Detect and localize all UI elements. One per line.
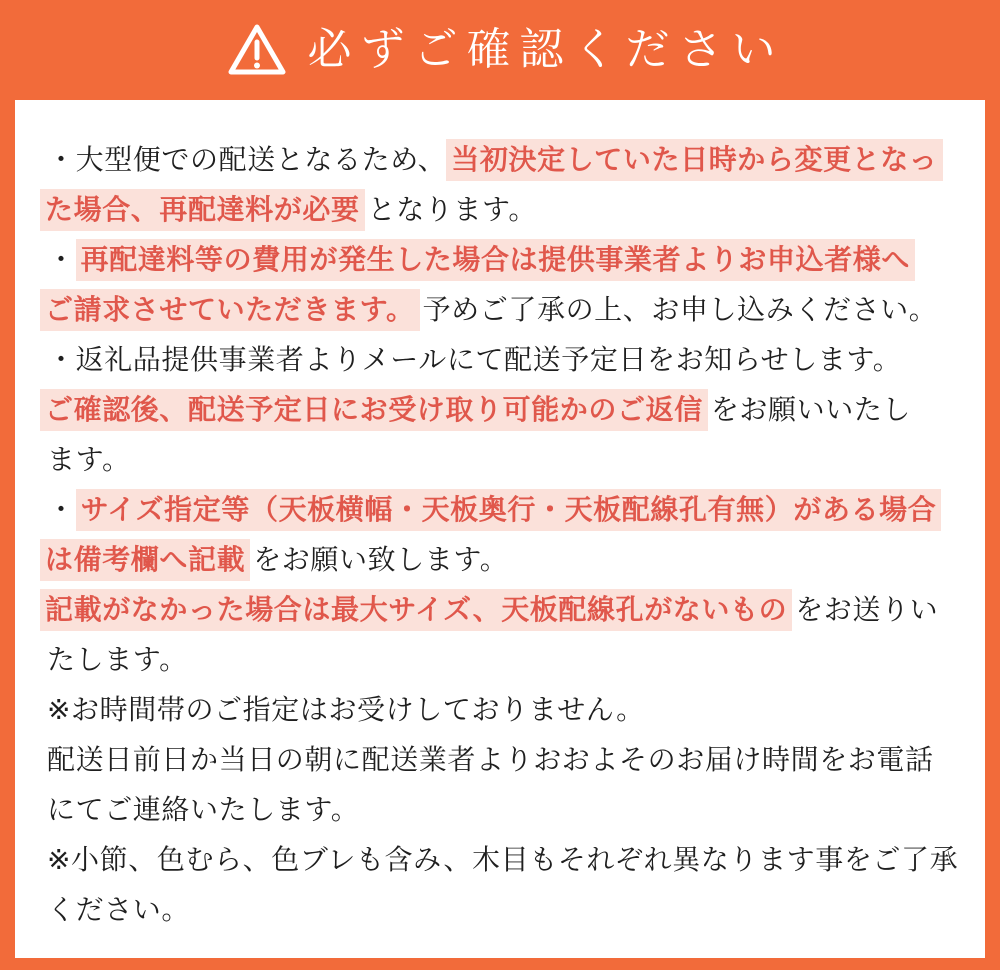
notice-line [47,685,985,735]
notice-line [47,385,985,435]
notice-text: となります。 [367,193,537,226]
notice-text: をお送りい [795,593,939,626]
notice-text: ・大型便での配送となるため、 [47,143,447,176]
notice-text: 予めご了承の上、お申し込みください。 [422,293,938,326]
notice-text: ください。 [47,893,191,926]
notice-text: ます。 [47,443,131,476]
notice-line [47,835,985,885]
notice-line [47,535,985,585]
highlighted-text: 記載がなかった場合は最大サイズ、天板配線孔がないもの [40,589,792,631]
warning-icon [226,22,288,78]
notice-line [47,885,985,935]
highlighted-text: ご請求させていただきます。 [40,289,420,331]
highlighted-text: は備考欄へ記載 [40,539,250,581]
notice-text: ※小節、色むら、色ブレも含み、木目もそれぞれ異なります事をご了承 [47,843,959,876]
notice-line [47,435,985,485]
notice-text: にてご連絡いたします。 [47,793,360,826]
notice-text: ・ [47,243,76,276]
notice-title: 必ずご確認ください [307,24,785,75]
notice-text: ・返礼品提供事業者よりメールにて配送予定日をお知らせします。 [47,343,902,376]
notice-line [47,635,985,685]
notice-text: をお願い致します。 [253,543,509,576]
highlighted-text: サイズ指定等（天板横幅・天板奥行・天板配線孔有無）がある場合 [76,489,942,531]
highlighted-text: 当初決定していた日時から変更となっ [446,139,942,181]
highlighted-text: た場合、再配達料が必要 [40,189,365,231]
highlighted-text: 再配達料等の費用が発生した場合は提供事業者よりお申込者様へ [76,239,915,281]
notice-line [47,485,985,535]
notice-line [47,185,985,235]
highlighted-text: ご確認後、配送予定日にお受け取り可能かのご返信 [40,389,708,431]
notice-line [47,335,985,385]
notice-line [47,235,985,285]
notice-body [15,100,985,958]
notice-line [47,135,985,185]
notice-line [47,285,985,335]
notice-text: ・ [47,493,76,526]
notice-text: たします。 [47,643,188,676]
notice-text: をお願いいたし [710,393,912,426]
notice-text: ※お時間帯のご指定はお受けしておりません。 [47,693,645,726]
notice-header [0,0,1000,100]
notice-line [47,735,985,785]
notice-text: 配送日前日か当日の朝に配送業者よりおおよそのお届け時間をお電話 [47,743,934,776]
notice-line [47,785,985,835]
notice-line [47,585,985,635]
